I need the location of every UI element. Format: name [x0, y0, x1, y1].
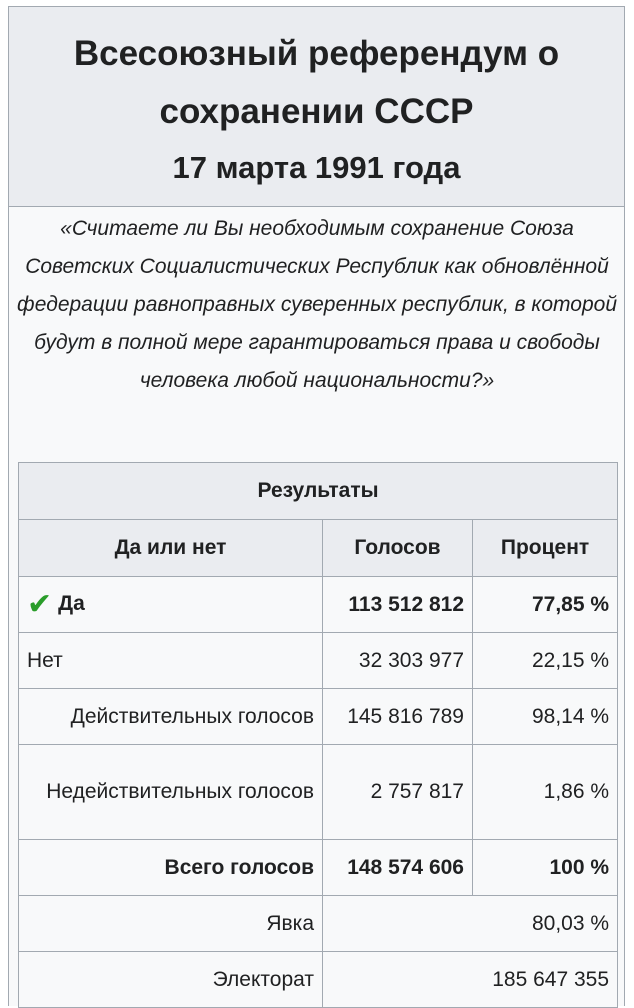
results-caption: Результаты — [19, 463, 618, 520]
row-label-total: Всего голосов — [19, 840, 323, 896]
row-label-turnout: Явка — [19, 896, 323, 952]
row-votes-valid: 145 816 789 — [323, 689, 473, 745]
row-votes-yes: 113 512 812 — [323, 577, 473, 633]
row-votes-no: 32 303 977 — [323, 633, 473, 689]
column-header-row — [19, 520, 618, 577]
row-value-electorate: 185 647 355 — [323, 952, 618, 1008]
referendum-date: 17 марта 1991 года — [172, 150, 461, 185]
row-percent-invalid: 1,86 % — [473, 745, 618, 840]
referendum-question: «Считаете ли Вы необходимым сохранение Союза Советских Социалистических Республик как обновлённой федерации равноправных суверенных республик, в которой будут в полной мере гарантироваться права и свободы человека любой национальности?» — [16, 217, 617, 392]
table-row-valid — [19, 689, 618, 745]
row-label-yes — [19, 577, 323, 633]
table-row-total — [19, 840, 618, 896]
table-row-no — [19, 633, 618, 689]
row-label-yes-text: Да — [58, 592, 85, 616]
column-header-votes: Голосов — [323, 520, 473, 577]
row-percent-valid: 98,14 % — [473, 689, 618, 745]
row-votes-total: 148 574 606 — [323, 840, 473, 896]
row-label-invalid: Недействительных голосов — [19, 745, 323, 840]
results-caption-row — [19, 463, 618, 520]
row-label-valid: Действительных голосов — [19, 689, 323, 745]
row-label-electorate: Электорат — [19, 952, 323, 1008]
page-title: Всесоюзный референдум о сохранении СССР — [73, 34, 560, 131]
row-percent-no: 22,15 % — [473, 633, 618, 689]
row-value-turnout: 80,03 % — [323, 896, 618, 952]
infobox-header — [9, 7, 624, 207]
row-percent-yes: 77,85 % — [473, 577, 618, 633]
table-row-turnout — [19, 896, 618, 952]
checkmark-icon: ✔ — [27, 588, 53, 621]
column-header-percent: Процент — [473, 520, 618, 577]
table-row-yes — [19, 577, 618, 633]
row-votes-invalid: 2 757 817 — [323, 745, 473, 840]
row-label-no: Нет — [19, 633, 323, 689]
table-row-electorate — [19, 952, 618, 1008]
results-table — [18, 462, 618, 1008]
table-row-invalid — [19, 745, 618, 840]
row-percent-total: 100 % — [473, 840, 618, 896]
column-header-choice: Да или нет — [19, 520, 323, 577]
